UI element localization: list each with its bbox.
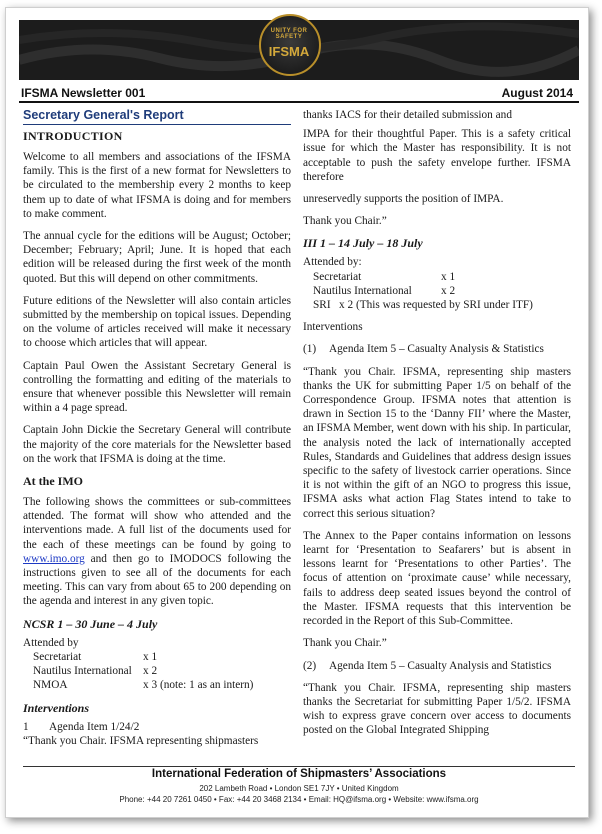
intro-paragraph-4: Captain Paul Owen the Assistant Secretary General is controlling the formatting and editing of the materials to ensure that whenever possible this Newsletter will remain within a 4 page spread. <box>23 359 291 415</box>
attendee-row <box>313 284 571 298</box>
agenda-item: Agenda Item 5 – Casualty Analysis and Statistics <box>329 659 552 672</box>
agenda-item: Agenda Item 5 – Casualty Analysis & Statistics <box>329 343 544 356</box>
agenda-line-2 <box>303 659 571 673</box>
col2-paragraph-2: IMPA for their thoughtful Paper. This is a safety critical issue for which the Master has responsibility. It is not acceptable to push the safety envelope further. IFSMA therefore <box>303 128 571 183</box>
intervention-quote-2: “Thank you Chair. IFSMA, representing ship masters thanks the Secretariat for submitting Paper 1/5/2. IFSMA wish to express grave concern over access to documents posted on the Global Integrated Shipping <box>303 681 571 737</box>
newsletter-page <box>5 7 589 818</box>
right-column <box>303 108 571 746</box>
agenda-number: 1 <box>23 720 29 733</box>
agenda-line-1 <box>303 342 571 356</box>
ncsr-attendee-list <box>33 650 291 693</box>
intro-paragraph-2: The annual cycle for the editions will be August; October; December; February; April; June. It is hoped that each edition will be released during the first week of the month quoted. But this will depend on other commitments. <box>23 230 291 285</box>
quote-start: “Thank you Chair. IFSMA representing shipmasters <box>23 734 259 747</box>
attendee-name: SRI <box>313 299 331 312</box>
imo-paragraph <box>23 495 291 609</box>
attendee-name: Secretariat <box>313 270 362 283</box>
interventions-label: Interventions <box>303 321 363 334</box>
intro-paragraph-1: Welcome to all members and associations of the IFSMA family. This is the first of a new format for Newsletters to be circulated to the membership every 2 months to keep them up to date of what IFSMA is doing and for members to make comment. <box>23 151 291 220</box>
attendee-row <box>313 298 571 312</box>
imo-text-b: and then go to IMODOCS following the instructions given to see all of the documents for each meeting. This can vary from about 65 to 200 depending on the agenda and interest in any given topic. <box>23 552 291 608</box>
footer-organization: International Federation of Shipmasters’ Associations <box>151 768 447 780</box>
ifsma-logo <box>249 14 329 80</box>
imo-heading: At the IMO <box>23 474 83 489</box>
footer-address: 202 Lambeth Road • London SE1 7JY • United Kingdom <box>199 784 399 793</box>
attendee-count: x 2 (This was requested by SRI under ITF) <box>339 299 533 312</box>
attendee-name: Nautilus International <box>33 665 132 678</box>
ncsr-heading: NCSR 1 – 30 June – 4 July <box>23 616 158 631</box>
attendee-row <box>33 650 291 664</box>
attendee-count: x 1 <box>441 270 456 283</box>
attendee-name: Nautilus International <box>313 284 412 297</box>
iii-attendee-list <box>313 270 571 313</box>
agenda-number: (1) <box>303 343 317 356</box>
intro-paragraph-5: Captain John Dickie the Secretary General will contribute the majority of the core materials for the Newsletter based on the work that IFSMA is doing at the time. <box>23 424 291 465</box>
attendee-row <box>33 678 291 692</box>
attendee-row <box>33 664 291 678</box>
agenda-line <box>23 720 291 734</box>
attendee-count: x 3 (note: 1 as an intern) <box>143 679 254 692</box>
attendee-name: Secretariat <box>33 650 82 663</box>
footer-divider <box>23 766 575 767</box>
introduction-heading: INTRODUCTION <box>23 129 123 143</box>
annex-paragraph: The Annex to the Paper contains information on lessons learnt for ‘Presentation to Seafarers’ but is absent in lessons learnt for ‘Presentations to other Parties’. The focus of attention on ‘proximate cause’ while necessary, fails to address deep seated issues beyond the control of the Master. IFSMA requests that this intervention be recorded in the Report of this Sub-Committee. <box>303 529 571 628</box>
col2-paragraph-1: thanks IACS for their detailed submission and <box>303 109 512 121</box>
newsletter-date: August 2014 <box>501 86 573 100</box>
col2-paragraph-3: unreservedly supports the position of IMPA. <box>303 193 504 206</box>
imo-text-a: The following shows the committees or sub-committees attended. The format will show who attended and the interventions made. A full list of the documents used for the each of these meetings can be found by going to <box>23 496 291 551</box>
report-title: Secretary General's Report <box>23 108 291 125</box>
attendee-name: NMOA <box>33 679 68 692</box>
iii-heading: III 1 – 14 July – 18 July <box>303 236 423 251</box>
footer-contact: Phone: +44 20 7261 0450 • Fax: +44 20 3468 2134 • Email: HQ@ifsma.org • Website: www.ifsma.org <box>119 795 479 804</box>
col2-paragraph-4: Thank you Chair.” <box>303 215 387 228</box>
attendee-count: x 1 <box>143 650 158 663</box>
agenda-number: (2) <box>303 659 317 672</box>
attended-by-label: Attended by <box>23 636 79 649</box>
attended-by-label: Attended by: <box>303 256 362 269</box>
thanks-paragraph: Thank you Chair.” <box>303 637 387 650</box>
attendee-count: x 2 <box>441 284 456 297</box>
interventions-heading: Interventions <box>23 700 90 715</box>
logo-slogan: UNITY FOR SAFETY <box>270 28 308 40</box>
attendee-count: x 2 <box>143 665 158 678</box>
imo-link[interactable]: www.imo.org <box>23 552 85 565</box>
newsletter-title: IFSMA Newsletter 001 <box>21 86 146 100</box>
left-column <box>23 108 291 748</box>
intro-paragraph-3: Future editions of the Newsletter will also contain articles submitted by the membership on topical issues. Depending on the volume of articles received will make it necessary to choose which articles that will appear. <box>23 294 291 350</box>
logo-wordmark: IFSMA <box>268 44 310 59</box>
agenda-item: Agenda Item 1/24/2 <box>49 720 140 733</box>
intervention-quote-1: “Thank you Chair. IFSMA, representing ship masters thanks the UK for submitting Paper 1/5 on behalf of the Correspondence Group. IFSMA notes that attention is drawn in Section 15 to the ‘Danny FII’ where the Master, an IFSMA Member, went down with his ship. In particular, the analysis noted the lack of internationally accepted Rules, Standards and Guidelines that address design issues specific to the safety of livestock carrier operations. Since it is not within the gift of an NGO to progress this issue, IFSMA asks what action Flag States intend to take to correct this serious situation? <box>303 365 571 520</box>
attendee-row <box>313 270 571 284</box>
header-divider <box>19 101 579 103</box>
